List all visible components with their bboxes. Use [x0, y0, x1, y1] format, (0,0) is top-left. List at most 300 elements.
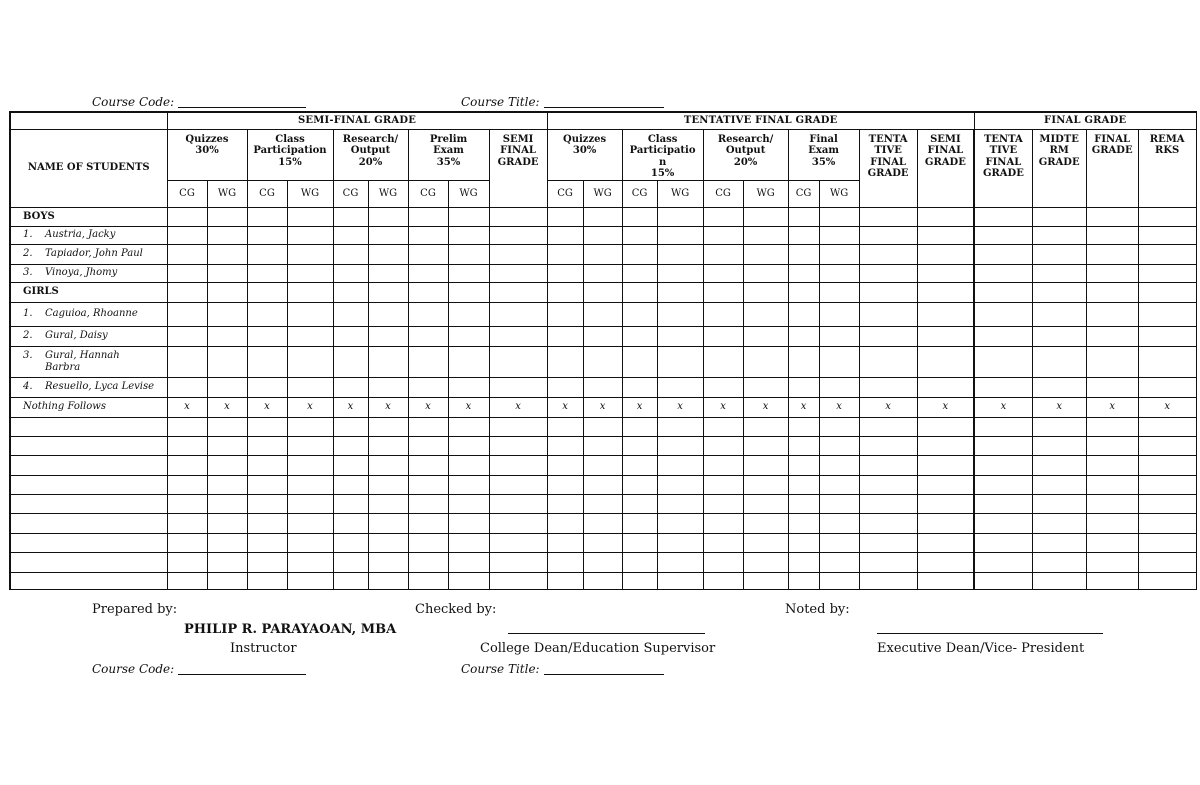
- grade-cell[interactable]: [788, 553, 819, 572]
- grade-cell[interactable]: [917, 226, 974, 244]
- grade-cell[interactable]: [1032, 495, 1086, 514]
- grade-cell[interactable]: [547, 264, 583, 282]
- grade-cell[interactable]: [167, 495, 207, 514]
- grade-cell[interactable]: [408, 302, 448, 326]
- grade-cell[interactable]: [859, 302, 917, 326]
- grade-cell[interactable]: [974, 533, 1032, 552]
- grade-cell[interactable]: [1086, 346, 1138, 377]
- grade-cell[interactable]: [489, 244, 547, 264]
- x-mark-cell[interactable]: x: [167, 397, 207, 417]
- grade-cell[interactable]: [333, 244, 368, 264]
- grade-cell[interactable]: [1032, 264, 1086, 282]
- course-code-field[interactable]: [178, 95, 306, 108]
- grade-cell[interactable]: [287, 264, 333, 282]
- grade-cell[interactable]: [167, 226, 207, 244]
- grade-cell[interactable]: [247, 436, 287, 455]
- grade-cell[interactable]: [547, 436, 583, 455]
- grade-cell[interactable]: [859, 553, 917, 572]
- grade-cell[interactable]: [1138, 553, 1196, 572]
- grade-cell[interactable]: [1032, 553, 1086, 572]
- grade-cell[interactable]: [917, 553, 974, 572]
- grade-cell[interactable]: [703, 264, 743, 282]
- grade-cell[interactable]: [448, 533, 489, 552]
- grade-cell[interactable]: [917, 207, 974, 226]
- grade-cell[interactable]: [368, 533, 408, 552]
- grade-cell[interactable]: [408, 475, 448, 494]
- grade-cell[interactable]: [368, 495, 408, 514]
- grade-cell[interactable]: [1032, 533, 1086, 552]
- grade-cell[interactable]: [819, 346, 859, 377]
- grade-cell[interactable]: [167, 377, 207, 397]
- grade-cell[interactable]: [788, 456, 819, 475]
- grade-cell[interactable]: [167, 282, 207, 302]
- grade-cell[interactable]: [547, 533, 583, 552]
- grade-cell[interactable]: [622, 572, 657, 589]
- grade-cell[interactable]: [368, 475, 408, 494]
- grade-cell[interactable]: [657, 282, 703, 302]
- grade-cell[interactable]: [974, 226, 1032, 244]
- grade-cell[interactable]: [1086, 514, 1138, 533]
- grade-cell[interactable]: [583, 377, 622, 397]
- grade-cell[interactable]: [448, 456, 489, 475]
- grade-cell[interactable]: [819, 282, 859, 302]
- grade-cell[interactable]: [287, 326, 333, 346]
- grade-cell[interactable]: [583, 533, 622, 552]
- grade-cell[interactable]: [917, 495, 974, 514]
- grade-cell[interactable]: [448, 244, 489, 264]
- grade-cell[interactable]: [287, 533, 333, 552]
- grade-cell[interactable]: [743, 207, 788, 226]
- blank-name-cell[interactable]: [10, 572, 167, 589]
- x-mark-cell[interactable]: x: [1032, 397, 1086, 417]
- grade-cell[interactable]: [859, 417, 917, 436]
- grade-cell[interactable]: [1138, 302, 1196, 326]
- grade-cell[interactable]: [287, 244, 333, 264]
- grade-cell[interactable]: [788, 346, 819, 377]
- grade-cell[interactable]: [657, 533, 703, 552]
- grade-cell[interactable]: [703, 514, 743, 533]
- grade-cell[interactable]: [1138, 533, 1196, 552]
- grade-cell[interactable]: [489, 456, 547, 475]
- grade-cell[interactable]: [859, 244, 917, 264]
- grade-cell[interactable]: [287, 456, 333, 475]
- grade-cell[interactable]: [547, 475, 583, 494]
- grade-cell[interactable]: [703, 207, 743, 226]
- grade-cell[interactable]: [657, 244, 703, 264]
- x-mark-cell[interactable]: x: [333, 397, 368, 417]
- grade-cell[interactable]: [657, 514, 703, 533]
- grade-cell[interactable]: [974, 514, 1032, 533]
- grade-cell[interactable]: [247, 475, 287, 494]
- grade-cell[interactable]: [974, 302, 1032, 326]
- grade-cell[interactable]: [368, 244, 408, 264]
- grade-cell[interactable]: [167, 475, 207, 494]
- grade-cell[interactable]: [247, 226, 287, 244]
- grade-cell[interactable]: [1086, 377, 1138, 397]
- x-mark-cell[interactable]: x: [448, 397, 489, 417]
- grade-cell[interactable]: [974, 207, 1032, 226]
- grade-cell[interactable]: [583, 226, 622, 244]
- x-mark-cell[interactable]: x: [368, 397, 408, 417]
- grade-cell[interactable]: [703, 417, 743, 436]
- grade-cell[interactable]: [622, 456, 657, 475]
- grade-cell[interactable]: [974, 417, 1032, 436]
- grade-cell[interactable]: [333, 207, 368, 226]
- grade-cell[interactable]: [917, 417, 974, 436]
- grade-cell[interactable]: [622, 346, 657, 377]
- grade-cell[interactable]: [743, 495, 788, 514]
- grade-cell[interactable]: [247, 282, 287, 302]
- grade-cell[interactable]: [583, 417, 622, 436]
- grade-cell[interactable]: [547, 244, 583, 264]
- x-mark-cell[interactable]: x: [1138, 397, 1196, 417]
- grade-cell[interactable]: [489, 436, 547, 455]
- grade-cell[interactable]: [974, 436, 1032, 455]
- grade-cell[interactable]: [917, 514, 974, 533]
- grade-cell[interactable]: [247, 514, 287, 533]
- grade-cell[interactable]: [287, 207, 333, 226]
- grade-cell[interactable]: [489, 207, 547, 226]
- grade-cell[interactable]: [408, 436, 448, 455]
- grade-cell[interactable]: [1138, 495, 1196, 514]
- grade-cell[interactable]: [368, 264, 408, 282]
- grade-cell[interactable]: [622, 533, 657, 552]
- grade-cell[interactable]: [743, 326, 788, 346]
- x-mark-cell[interactable]: x: [287, 397, 333, 417]
- grade-cell[interactable]: [583, 282, 622, 302]
- grade-cell[interactable]: [743, 572, 788, 589]
- grade-cell[interactable]: [247, 346, 287, 377]
- grade-cell[interactable]: [917, 346, 974, 377]
- grade-cell[interactable]: [859, 207, 917, 226]
- grade-cell[interactable]: [819, 436, 859, 455]
- grade-cell[interactable]: [703, 495, 743, 514]
- grade-cell[interactable]: [333, 346, 368, 377]
- grade-cell[interactable]: [287, 475, 333, 494]
- grade-cell[interactable]: [1138, 264, 1196, 282]
- grade-cell[interactable]: [1086, 533, 1138, 552]
- grade-cell[interactable]: [859, 514, 917, 533]
- grade-cell[interactable]: [1086, 572, 1138, 589]
- grade-cell[interactable]: [917, 456, 974, 475]
- grade-cell[interactable]: [1138, 417, 1196, 436]
- grade-cell[interactable]: [622, 226, 657, 244]
- grade-cell[interactable]: [743, 436, 788, 455]
- grade-cell[interactable]: [819, 417, 859, 436]
- grade-cell[interactable]: [859, 264, 917, 282]
- grade-cell[interactable]: [657, 326, 703, 346]
- grade-cell[interactable]: [547, 553, 583, 572]
- grade-cell[interactable]: [1032, 456, 1086, 475]
- grade-cell[interactable]: [703, 377, 743, 397]
- grade-cell[interactable]: [703, 282, 743, 302]
- grade-cell[interactable]: [368, 207, 408, 226]
- x-mark-cell[interactable]: x: [974, 397, 1032, 417]
- grade-cell[interactable]: [333, 436, 368, 455]
- grade-cell[interactable]: [448, 514, 489, 533]
- grade-cell[interactable]: [448, 377, 489, 397]
- grade-cell[interactable]: [583, 264, 622, 282]
- grade-cell[interactable]: [287, 572, 333, 589]
- grade-cell[interactable]: [917, 326, 974, 346]
- grade-cell[interactable]: [448, 475, 489, 494]
- grade-cell[interactable]: [167, 326, 207, 346]
- grade-cell[interactable]: [974, 553, 1032, 572]
- grade-cell[interactable]: [489, 226, 547, 244]
- blank-name-cell[interactable]: [10, 495, 167, 514]
- grade-cell[interactable]: [448, 572, 489, 589]
- x-mark-cell[interactable]: x: [703, 397, 743, 417]
- grade-cell[interactable]: [1032, 346, 1086, 377]
- grade-cell[interactable]: [167, 417, 207, 436]
- grade-cell[interactable]: [368, 226, 408, 244]
- grade-cell[interactable]: [743, 553, 788, 572]
- grade-cell[interactable]: [657, 226, 703, 244]
- grade-cell[interactable]: [489, 326, 547, 346]
- grade-cell[interactable]: [703, 533, 743, 552]
- blank-name-cell[interactable]: [10, 475, 167, 494]
- grade-cell[interactable]: [657, 302, 703, 326]
- grade-cell[interactable]: [819, 326, 859, 346]
- grade-cell[interactable]: [1032, 326, 1086, 346]
- grade-cell[interactable]: [1032, 436, 1086, 455]
- x-mark-cell[interactable]: x: [917, 397, 974, 417]
- grade-cell[interactable]: [408, 417, 448, 436]
- grade-cell[interactable]: [819, 302, 859, 326]
- grade-cell[interactable]: [657, 572, 703, 589]
- grade-cell[interactable]: [622, 264, 657, 282]
- grade-cell[interactable]: [622, 207, 657, 226]
- grade-cell[interactable]: [287, 436, 333, 455]
- grade-cell[interactable]: [287, 514, 333, 533]
- blank-name-cell[interactable]: [10, 417, 167, 436]
- grade-cell[interactable]: [622, 495, 657, 514]
- grade-cell[interactable]: [547, 377, 583, 397]
- grade-cell[interactable]: [489, 264, 547, 282]
- grade-cell[interactable]: [333, 226, 368, 244]
- grade-cell[interactable]: [583, 514, 622, 533]
- grade-cell[interactable]: [333, 553, 368, 572]
- grade-cell[interactable]: [917, 264, 974, 282]
- grade-cell[interactable]: [859, 282, 917, 302]
- grade-cell[interactable]: [622, 436, 657, 455]
- grade-cell[interactable]: [167, 207, 207, 226]
- grade-cell[interactable]: [333, 456, 368, 475]
- grade-cell[interactable]: [1032, 282, 1086, 302]
- grade-cell[interactable]: [1086, 456, 1138, 475]
- grade-cell[interactable]: [287, 226, 333, 244]
- grade-cell[interactable]: [974, 572, 1032, 589]
- grade-cell[interactable]: [1138, 475, 1196, 494]
- grade-cell[interactable]: [703, 326, 743, 346]
- grade-cell[interactable]: [333, 302, 368, 326]
- grade-cell[interactable]: [622, 244, 657, 264]
- grade-cell[interactable]: [207, 326, 247, 346]
- grade-cell[interactable]: [657, 553, 703, 572]
- grade-cell[interactable]: [859, 572, 917, 589]
- grade-cell[interactable]: [489, 572, 547, 589]
- grade-cell[interactable]: [788, 533, 819, 552]
- grade-cell[interactable]: [1086, 553, 1138, 572]
- grade-cell[interactable]: [247, 207, 287, 226]
- x-mark-cell[interactable]: x: [547, 397, 583, 417]
- grade-cell[interactable]: [743, 282, 788, 302]
- x-mark-cell[interactable]: x: [408, 397, 448, 417]
- grade-cell[interactable]: [547, 282, 583, 302]
- grade-cell[interactable]: [657, 264, 703, 282]
- grade-cell[interactable]: [207, 572, 247, 589]
- grade-cell[interactable]: [859, 436, 917, 455]
- grade-cell[interactable]: [408, 346, 448, 377]
- grade-cell[interactable]: [859, 533, 917, 552]
- grade-cell[interactable]: [448, 346, 489, 377]
- grade-cell[interactable]: [368, 377, 408, 397]
- grade-cell[interactable]: [974, 264, 1032, 282]
- grade-cell[interactable]: [622, 553, 657, 572]
- grade-cell[interactable]: [247, 326, 287, 346]
- grade-cell[interactable]: [547, 456, 583, 475]
- x-mark-cell[interactable]: x: [1086, 397, 1138, 417]
- course-code-field-bottom[interactable]: [178, 662, 306, 675]
- grade-cell[interactable]: [859, 226, 917, 244]
- grade-cell[interactable]: [583, 326, 622, 346]
- grade-cell[interactable]: [788, 207, 819, 226]
- grade-cell[interactable]: [167, 346, 207, 377]
- x-mark-cell[interactable]: x: [622, 397, 657, 417]
- x-mark-cell[interactable]: x: [489, 397, 547, 417]
- grade-cell[interactable]: [703, 475, 743, 494]
- grade-cell[interactable]: [622, 417, 657, 436]
- grade-cell[interactable]: [859, 346, 917, 377]
- grade-cell[interactable]: [368, 302, 408, 326]
- grade-cell[interactable]: [788, 302, 819, 326]
- grade-cell[interactable]: [547, 302, 583, 326]
- grade-cell[interactable]: [788, 495, 819, 514]
- grade-cell[interactable]: [448, 226, 489, 244]
- grade-cell[interactable]: [917, 244, 974, 264]
- grade-cell[interactable]: [247, 417, 287, 436]
- grade-cell[interactable]: [207, 244, 247, 264]
- grade-cell[interactable]: [167, 553, 207, 572]
- grade-cell[interactable]: [287, 302, 333, 326]
- grade-cell[interactable]: [583, 436, 622, 455]
- x-mark-cell[interactable]: x: [819, 397, 859, 417]
- grade-cell[interactable]: [974, 326, 1032, 346]
- grade-cell[interactable]: [917, 282, 974, 302]
- grade-cell[interactable]: [859, 326, 917, 346]
- grade-cell[interactable]: [657, 436, 703, 455]
- grade-cell[interactable]: [547, 495, 583, 514]
- grade-cell[interactable]: [333, 475, 368, 494]
- x-mark-cell[interactable]: x: [247, 397, 287, 417]
- grade-cell[interactable]: [448, 553, 489, 572]
- grade-cell[interactable]: [1138, 282, 1196, 302]
- grade-cell[interactable]: [819, 553, 859, 572]
- grade-cell[interactable]: [1032, 417, 1086, 436]
- grade-cell[interactable]: [333, 495, 368, 514]
- grade-cell[interactable]: [917, 533, 974, 552]
- grade-cell[interactable]: [1086, 326, 1138, 346]
- grade-cell[interactable]: [167, 572, 207, 589]
- grade-cell[interactable]: [287, 417, 333, 436]
- grade-cell[interactable]: [448, 436, 489, 455]
- grade-cell[interactable]: [368, 572, 408, 589]
- grade-cell[interactable]: [974, 244, 1032, 264]
- grade-cell[interactable]: [622, 377, 657, 397]
- grade-cell[interactable]: [974, 495, 1032, 514]
- grade-cell[interactable]: [247, 264, 287, 282]
- grade-cell[interactable]: [788, 514, 819, 533]
- grade-cell[interactable]: [207, 377, 247, 397]
- x-mark-cell[interactable]: x: [859, 397, 917, 417]
- grade-cell[interactable]: [917, 572, 974, 589]
- grade-cell[interactable]: [489, 514, 547, 533]
- grade-cell[interactable]: [408, 326, 448, 346]
- grade-cell[interactable]: [819, 475, 859, 494]
- blank-name-cell[interactable]: [10, 553, 167, 572]
- x-mark-cell[interactable]: x: [788, 397, 819, 417]
- grade-cell[interactable]: [408, 244, 448, 264]
- grade-cell[interactable]: [788, 572, 819, 589]
- grade-cell[interactable]: [287, 495, 333, 514]
- grade-cell[interactable]: [333, 417, 368, 436]
- grade-cell[interactable]: [408, 264, 448, 282]
- grade-cell[interactable]: [788, 226, 819, 244]
- grade-cell[interactable]: [333, 377, 368, 397]
- grade-cell[interactable]: [489, 553, 547, 572]
- x-mark-cell[interactable]: x: [583, 397, 622, 417]
- grade-cell[interactable]: [622, 514, 657, 533]
- grade-cell[interactable]: [622, 475, 657, 494]
- grade-cell[interactable]: [489, 346, 547, 377]
- grade-cell[interactable]: [819, 514, 859, 533]
- grade-cell[interactable]: [657, 475, 703, 494]
- grade-cell[interactable]: [489, 533, 547, 552]
- grade-cell[interactable]: [368, 346, 408, 377]
- x-mark-cell[interactable]: x: [743, 397, 788, 417]
- grade-cell[interactable]: [703, 436, 743, 455]
- grade-cell[interactable]: [1032, 377, 1086, 397]
- grade-cell[interactable]: [743, 302, 788, 326]
- grade-cell[interactable]: [743, 533, 788, 552]
- grade-cell[interactable]: [448, 417, 489, 436]
- grade-cell[interactable]: [1086, 244, 1138, 264]
- grade-cell[interactable]: [1086, 475, 1138, 494]
- grade-cell[interactable]: [1138, 226, 1196, 244]
- grade-cell[interactable]: [819, 377, 859, 397]
- grade-cell[interactable]: [703, 302, 743, 326]
- grade-cell[interactable]: [1138, 436, 1196, 455]
- grade-cell[interactable]: [819, 226, 859, 244]
- grade-cell[interactable]: [408, 495, 448, 514]
- grade-cell[interactable]: [547, 514, 583, 533]
- grade-cell[interactable]: [1138, 326, 1196, 346]
- grade-cell[interactable]: [859, 456, 917, 475]
- x-mark-cell[interactable]: x: [207, 397, 247, 417]
- x-mark-cell[interactable]: x: [657, 397, 703, 417]
- grade-cell[interactable]: [819, 572, 859, 589]
- grade-cell[interactable]: [287, 377, 333, 397]
- grade-cell[interactable]: [974, 377, 1032, 397]
- grade-cell[interactable]: [583, 495, 622, 514]
- grade-cell[interactable]: [788, 417, 819, 436]
- grade-cell[interactable]: [207, 533, 247, 552]
- grade-cell[interactable]: [859, 475, 917, 494]
- grade-cell[interactable]: [819, 495, 859, 514]
- grade-cell[interactable]: [657, 207, 703, 226]
- grade-cell[interactable]: [743, 417, 788, 436]
- grade-cell[interactable]: [448, 207, 489, 226]
